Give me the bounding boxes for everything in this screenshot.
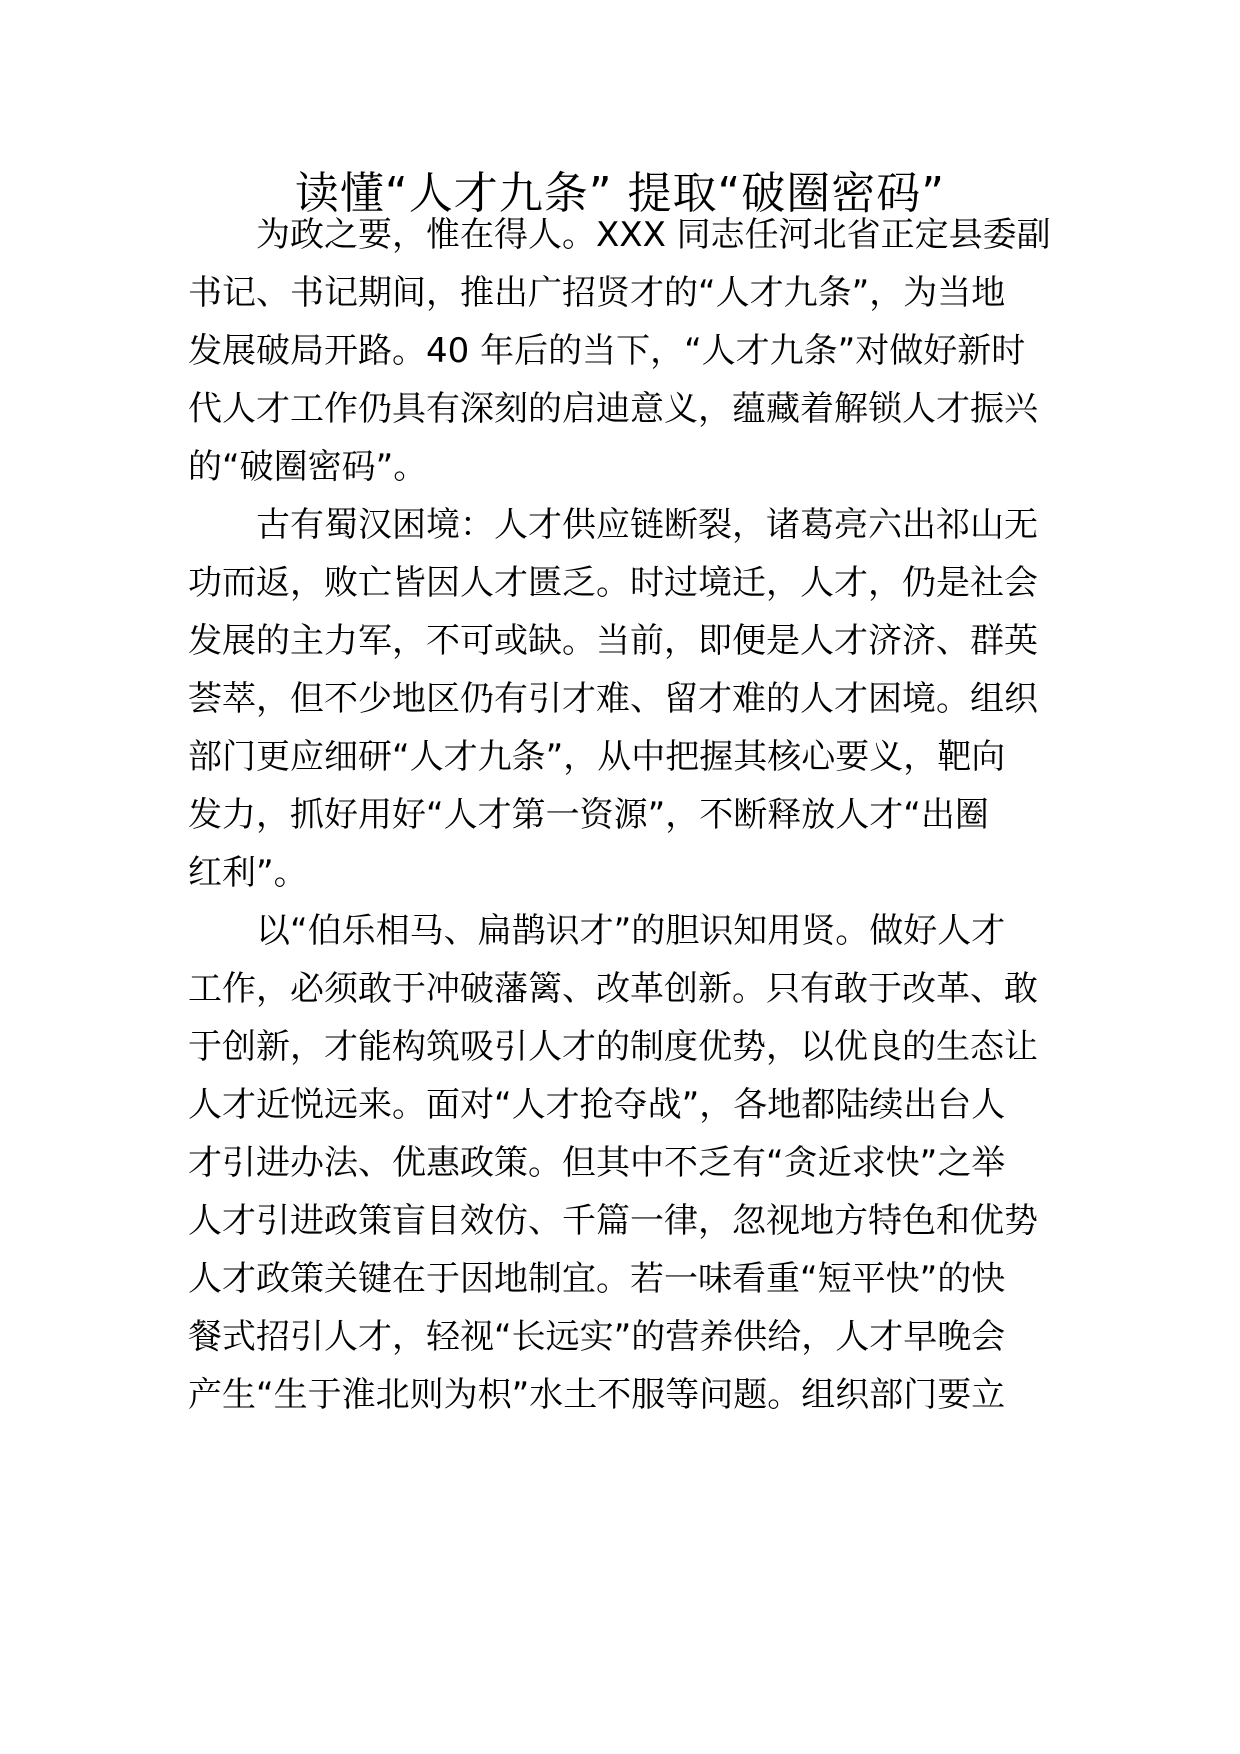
- paragraph-3-line-5: 才引进办法、优惠政策。但其中不乏有“贪近求快”之举: [188, 1143, 1006, 1183]
- paragraph-1-line-4: 代人才工作仍具有深刻的启迪意义，蕴藏着解锁人才振兴: [188, 389, 1038, 429]
- paragraph-2-line-4: 荟萃，但不少地区仍有引才难、留才难的人才困境。组织: [188, 679, 1038, 719]
- paragraph-2-line-5: 部门更应细研“人才九条”，从中把握其核心要义，靶向: [188, 737, 1006, 777]
- paragraph-3-line-4: 人才近悦远来。面对“人才抢夺战”，各地都陆续出台人: [188, 1085, 1006, 1125]
- paragraph-3-line-7: 人才政策关键在于因地制宜。若一味看重“短平快”的快: [188, 1259, 1006, 1299]
- paragraph-2-line-2: 功而返，败亡皆因人才匮乏。时过境迁，人才，仍是社会: [188, 563, 1038, 603]
- paragraph-2-line-7: 红利”。: [188, 853, 308, 893]
- document-title: 读懂“人才九条” 提取“破圈密码”: [294, 168, 946, 219]
- paragraph-2-line-1: 古有蜀汉困境：人才供应链断裂，诸葛亮六出祁山无: [256, 505, 1038, 545]
- paragraph-3-line-8: 餐式招引人才，轻视“长远实”的营养供给，人才早晚会: [188, 1317, 1006, 1357]
- paragraph-1-line-5: 的“破圈密码”。: [188, 447, 428, 487]
- paragraph-2-line-3: 发展的主力军，不可或缺。当前，即便是人才济济、群英: [188, 621, 1038, 661]
- paragraph-1-line-1: 为政之要，惟在得人。XXX 同志任河北省正定县委副: [256, 215, 1051, 255]
- paragraph-2-line-6: 发力，抓好用好“人才第一资源”，不断释放人才“出圈: [188, 795, 989, 835]
- paragraph-3-line-6: 人才引进政策盲目效仿、千篇一律，忽视地方特色和优势: [188, 1201, 1038, 1241]
- paragraph-1-line-2: 书记、书记期间，推出广招贤才的“人才九条”，为当地: [188, 273, 1006, 313]
- paragraph-3-line-1: 以“伯乐相马、扁鹊识才”的胆识知用贤。做好人才: [256, 911, 1006, 951]
- paragraph-1-line-3: 发展破局开路。40 年后的当下，“人才九条”对做好新时: [188, 331, 1026, 371]
- paragraph-3-line-9: 产生“生于淮北则为枳”水土不服等问题。组织部门要立: [188, 1375, 1006, 1415]
- paragraph-3-line-2: 工作，必须敢于冲破藩篱、改革创新。只有敢于改革、敢: [188, 969, 1038, 1009]
- paragraph-3-line-3: 于创新，才能构筑吸引人才的制度优势，以优良的生态让: [188, 1027, 1038, 1067]
